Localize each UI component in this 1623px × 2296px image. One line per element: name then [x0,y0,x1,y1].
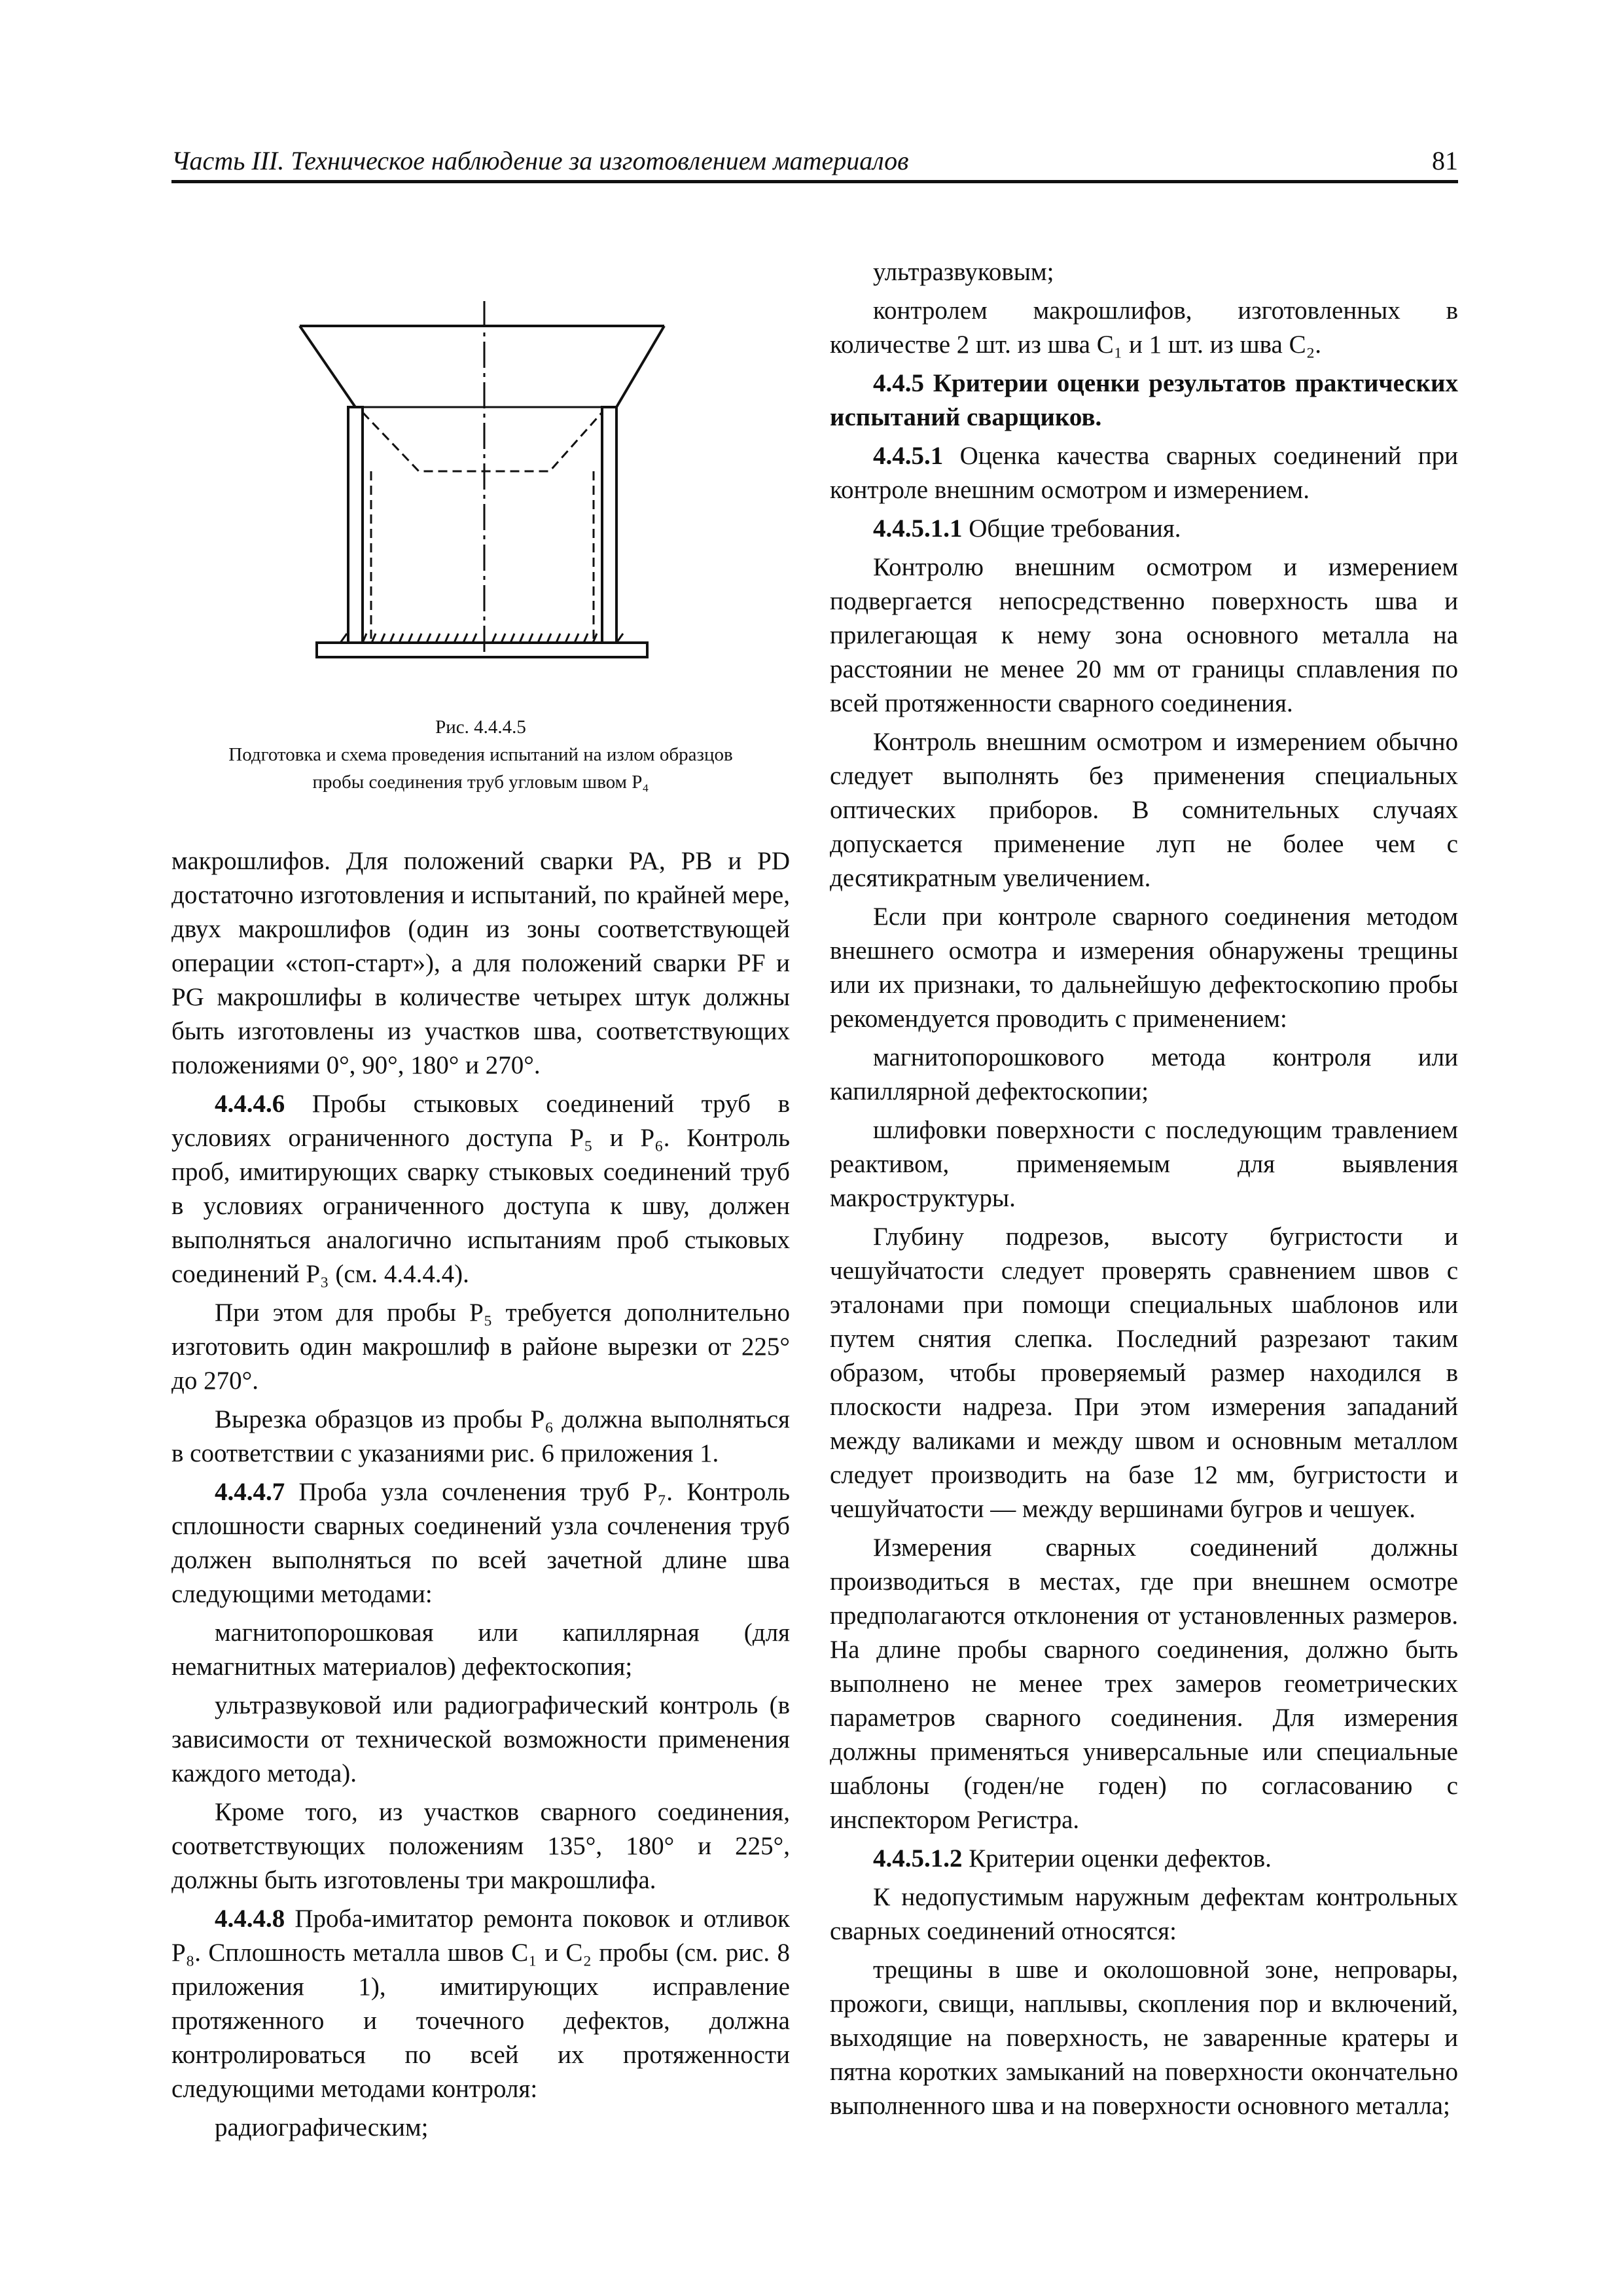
paragraph: Если при контроле сварного соединения методом внешнего осмотра и измерения обнаружены трещины или их признаки, то дальнейшую дефектоскопию пробы рекомендуется проводить с применением: [830,903,1458,1033]
paragraph: Вырезка образцов из пробы P₆ должна выполняться в соответствии с указаниями рис. 6 приложения 1. [171,1405,790,1467]
subsection-heading: 4.4.5.1 Оценка качества сварных соединений при контроле внешним осмотром и измерением. [830,442,1458,504]
list-item: магнитопорошковая или капиллярная (для немагнитных материалов) дефектоскопия; [171,1619,790,1681]
figure-4-4-4-5 [171,255,790,838]
list-item: радиографическим; [215,2113,429,2142]
list-item: ультразвуковой или радиографический контроль (в зависимости от технической возможности применения каждого метода). [171,1691,790,1787]
section-heading: 4.4.5 Критерии оценки результатов практических испытаний сварщиков. [830,369,1459,431]
page-number: 81 [1432,146,1458,175]
funnel-left-edge [300,326,355,407]
pipe-joint-diagram [171,255,790,707]
list-item: трещины в шве и околошовной зоне, непровары, прожоги, свищи, наплывы, скопления пор и включений, выходящие на поверхность, не заваренные кратеры и пятна коротких замыканий на поверхности окончательно выполненного шва и на поверхности основного металла; [830,1956,1458,2120]
list-item: контролем макрошлифов, изготовленных в количестве 2 шт. из шва C₁ и 1 шт. из шва C₂. [830,296,1458,359]
subsection-heading: 4.4.5.1.1 Общие требования. [873,514,1181,543]
section-number: 4.4.4.8 [215,1905,285,1933]
section-number: 4.4.5.1 [873,442,944,470]
weld-hatching [340,634,623,643]
paragraph: 4.4.4.7 Проба узла сочленения труб P₇. Контроль сплошности сварных соединений узла сочленения труб должен выполняться по всей зачетной длине шва следующими методами: [171,1478,791,1608]
caption-line-1: Подготовка и схема проведения испытаний на излом образцов [228,744,733,765]
section-number: 4.4.4.6 [215,1090,285,1118]
paragraph: 4.4.4.6 Пробы стыковых соединений труб в условиях ограниченного доступа P₅ и P₆. Контроль проб, имитирующих сварку стыковых соединений труб в условиях ограниченного доступа к шву, должен выполняться аналогично испытаниям проб стыковых соединений P₃ (см. 4.4.4.4). [171,1090,790,1288]
inner-cone-dashed [363,412,602,471]
paragraph: Измерения сварных соединений должны производиться в местах, где при внешнем осмотре предполагаются отклонения от установленных размеров. На длине пробы сварного соединения, должно быть выполнено не менее трех замеров геометрических параметров сварного соединения. Для измерения должны применяться универсальные или специальные шаблоны (годен/не годен) по согласованию с инспектором Регистра. [830,1534,1458,1834]
figure-caption [171,713,790,796]
section-number: 4.4.5 [873,369,924,397]
left-column [171,844,790,2149]
running-title: Часть III. Техническое наблюдение за изготовлением материалов [171,146,909,175]
pipe-left-wall [348,407,363,643]
list-item: ультразвуковым; [873,258,1054,286]
right-column [830,255,1458,2128]
paragraph: При этом для пробы P₅ требуется дополнительно изготовить один макрошлиф в районе вырезки от 225° до 270°. [171,1299,790,1395]
caption-line-2: пробы соединения труб угловым швом P₄ [312,772,649,793]
paragraph: 4.4.4.8 Проба-имитатор ремонта поковок и отливок P₈. Сплошность металла швов C₁ и C₂ пробы (см. рис. 8 приложения 1), имитирующих исправление протяженного и точечного дефектов, должна контролироваться по всей их протяженности следующими методами контроля: [171,1905,790,2103]
base-plate [317,643,647,657]
figure-number: Рис. 4.4.4.5 [435,717,526,738]
pipe-right-wall [602,407,616,643]
paragraph: Контроль внешним осмотром и измерением обычно следует выполнять без применения специальных оптических приборов. В сомнительных случаях допускается применение луп не более чем с десятикратным увеличением. [830,728,1458,892]
section-number: 4.4.5.1.1 [873,514,963,543]
subsection-heading: 4.4.5.1.2 Критерии оценки дефектов. [873,1844,1272,1873]
paragraph: Контролю внешним осмотром и измерением подвергается непосредственно поверхность шва и прилегающая к нему зона основного металла на расстоянии не менее 20 мм от границы сплавления по всей протяженности сварного соединения. [830,553,1458,717]
section-number: 4.4.5.1.2 [873,1844,963,1873]
paragraph: Глубину подрезов, высоту бугристости и чешуйчатости следует проверять сравнением швов с эталонами при помощи специальных шаблонов или путем снятия слепка. Последний разрезают таким образом, чтобы проверяемый размер находился в плоскости надреза. При этом измерения западаний между валиками и между швом и основным металлом следует производить на базе 12 мм, бугристости и чешуйчатости — между вершинами бугров и чешуек. [830,1223,1458,1523]
list-item: шлифовки поверхности с последующим травлением реактивом, применяемым для выявления макроструктуры. [830,1116,1458,1212]
paragraph: Кроме того, из участков сварного соединения, соответствующих положениям 135°, 180° и 225°, должны быть изготовлены три макрошлифа. [171,1798,790,1894]
paragraph: макрошлифов. Для положений сварки PA, PB и PD достаточно изготовления и испытаний, по крайней мере, двух макрошлифов (один из зоны соответствующей операции «стоп-старт»), а для положений сварки PF и PG макрошлифы в количестве четырех штук должны быть изготовлены из участков шва, соответствующих положениями 0°, 90°, 180° и 270°. [171,847,790,1079]
page-header [171,141,1458,183]
funnel-right-edge [616,326,664,407]
list-item: магнитопорошкового метода контроля или капиллярной дефектоскопии; [830,1043,1458,1105]
paragraph: К недопустимым наружным дефектам контрольных сварных соединений относятся: [830,1883,1458,1945]
section-number: 4.4.4.7 [215,1478,285,1506]
